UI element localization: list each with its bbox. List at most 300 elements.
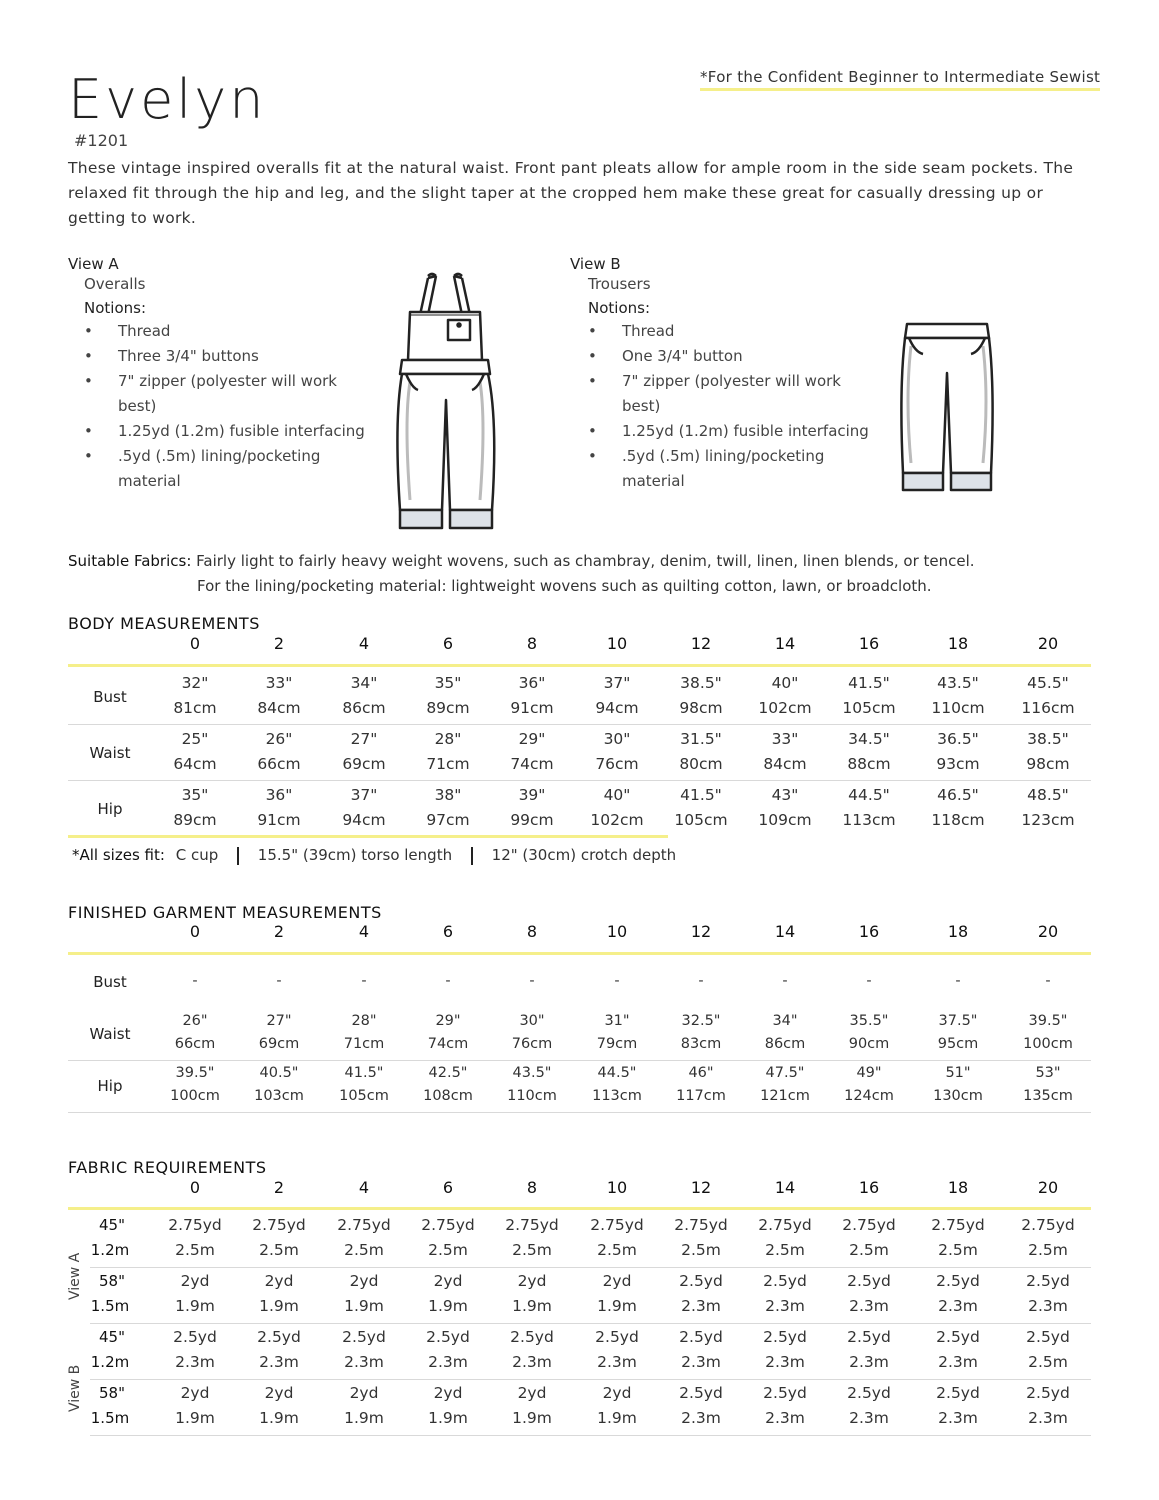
- yardage: 2yd: [602, 1384, 632, 1402]
- meterage: 2.3m: [512, 1353, 552, 1371]
- measurement-cm: 86cm: [342, 699, 386, 717]
- meterage: 2.5m: [259, 1241, 299, 1259]
- meterage: 2.5m: [1028, 1353, 1068, 1371]
- measurement-cm: 74cm: [427, 1036, 469, 1052]
- size-header: 2: [273, 1178, 285, 1197]
- size-header: 2: [273, 922, 285, 941]
- size-header: 12: [690, 922, 712, 941]
- yardage: 2.5yd: [510, 1328, 554, 1346]
- yardage: 2.75yd: [1021, 1216, 1075, 1234]
- measurement-in: 39.5": [175, 1065, 215, 1081]
- list-item: • 1.25yd (1.2m) fusible interfacing: [588, 419, 878, 444]
- view-a-heading: View A: [68, 255, 119, 273]
- size-header: 16: [858, 922, 880, 941]
- measurement-in: 28": [434, 730, 462, 748]
- fabrics-line-1: [68, 552, 975, 570]
- measurement-cm: 110cm: [507, 1088, 557, 1104]
- fabrics-label: Suitable Fabrics:: [68, 552, 192, 570]
- view-a-block: [68, 255, 374, 494]
- measurement-in: -: [698, 973, 704, 989]
- measurement-cm: 71cm: [343, 1036, 385, 1052]
- measurement-cm: 79cm: [596, 1036, 638, 1052]
- yardage: 2.5yd: [763, 1384, 807, 1402]
- measurement-in: 27": [350, 730, 378, 748]
- yardage: 2.5yd: [763, 1328, 807, 1346]
- measurement-in: 34.5": [848, 730, 890, 748]
- meterage: 2.3m: [849, 1353, 889, 1371]
- yardage: 2yd: [349, 1272, 379, 1290]
- list-item: • 7" zipper (polyester will work best): [588, 369, 878, 419]
- size-header: 10: [606, 634, 628, 653]
- measurement-in: 26": [182, 1013, 208, 1029]
- divider: [237, 847, 239, 865]
- measurement-in: -: [782, 973, 788, 989]
- meterage: 2.3m: [849, 1297, 889, 1315]
- measurement-cm: 121cm: [760, 1088, 810, 1104]
- measurement-in: -: [614, 973, 620, 989]
- row-divider: [68, 1112, 1091, 1113]
- measurement-cm: 100cm: [170, 1088, 220, 1104]
- yardage: 2.5yd: [936, 1384, 980, 1402]
- measurement-cm: 69cm: [258, 1036, 300, 1052]
- view-a-name: Overalls: [84, 275, 146, 293]
- meterage: 2.5m: [512, 1241, 552, 1259]
- measurement-in: -: [445, 973, 451, 989]
- yardage: 2.5yd: [763, 1272, 807, 1290]
- fabrics-text: Fairly light to fairly heavy weight wovens, such as chambray, denim, twill, linen, linen blends, or tencel.: [196, 552, 975, 570]
- meterage: 2.3m: [597, 1353, 637, 1371]
- yardage: 2yd: [517, 1272, 547, 1290]
- yardage: 2.5yd: [679, 1384, 723, 1402]
- yardage: 2.75yd: [590, 1216, 644, 1234]
- measurement-cm: 108cm: [423, 1088, 473, 1104]
- size-header: 0: [189, 1178, 201, 1197]
- body-measurements-title: BODY MEASUREMENTS: [68, 614, 260, 633]
- measurement-in: 43.5": [512, 1065, 552, 1081]
- measurement-cm: 66cm: [174, 1036, 216, 1052]
- size-header: 10: [606, 922, 628, 941]
- size-header: 6: [442, 1178, 454, 1197]
- measurement-cm: 89cm: [426, 699, 470, 717]
- yardage: 2.5yd: [847, 1272, 891, 1290]
- measurement-cm: 66cm: [257, 755, 301, 773]
- measurement-in: 32": [181, 674, 209, 692]
- row-divider: [68, 780, 1091, 781]
- meterage: 2.5m: [1028, 1241, 1068, 1259]
- meterage: 2.3m: [681, 1297, 721, 1315]
- meterage: 1.9m: [512, 1409, 552, 1427]
- measurement-in: 41.5": [344, 1065, 384, 1081]
- measurement-in: 35.5": [849, 1013, 889, 1029]
- yardage: 2.5yd: [679, 1328, 723, 1346]
- measurement-cm: 98cm: [1026, 755, 1070, 773]
- size-header: 14: [774, 922, 796, 941]
- measurement-in: 46.5": [937, 786, 979, 804]
- size-header: 18: [947, 922, 969, 941]
- yardage: 2yd: [433, 1272, 463, 1290]
- measurement-in: 35": [181, 786, 209, 804]
- measurement-cm: 105cm: [842, 699, 896, 717]
- size-header: 0: [189, 634, 201, 653]
- size-header: 14: [774, 1178, 796, 1197]
- yardage: 2.5yd: [426, 1328, 470, 1346]
- meterage: 2.5m: [597, 1241, 637, 1259]
- measurement-in: 31": [604, 1013, 630, 1029]
- measurement-cm: 64cm: [173, 755, 217, 773]
- measurement-in: 34": [772, 1013, 798, 1029]
- meterage: 2.3m: [681, 1353, 721, 1371]
- view-b-heading: View B: [570, 255, 621, 273]
- measurement-cm: 94cm: [595, 699, 639, 717]
- measurement-cm: 98cm: [679, 699, 723, 717]
- view-label: View B: [67, 1364, 83, 1412]
- width-in: 58": [99, 1272, 125, 1290]
- row-label: Waist: [89, 744, 131, 762]
- measurement-in: 29": [435, 1013, 461, 1029]
- measurement-in: 27": [266, 1013, 292, 1029]
- width-m: 1.2m: [90, 1353, 130, 1371]
- header-rule: [68, 952, 1091, 955]
- measurement-cm: 93cm: [936, 755, 980, 773]
- yardage: 2.5yd: [679, 1272, 723, 1290]
- yardage: 2yd: [602, 1272, 632, 1290]
- meterage: 2.5m: [849, 1241, 889, 1259]
- header-rule: [68, 664, 1091, 667]
- measurement-cm: 91cm: [257, 811, 301, 829]
- view-b-notions-label: Notions:: [588, 299, 650, 317]
- size-header: 12: [690, 634, 712, 653]
- yardage: 2.75yd: [674, 1216, 728, 1234]
- yardage: 2.75yd: [421, 1216, 475, 1234]
- measurement-cm: 95cm: [937, 1036, 979, 1052]
- yardage: 2.5yd: [1026, 1272, 1070, 1290]
- measurement-cm: 135cm: [1023, 1088, 1073, 1104]
- size-header: 4: [358, 922, 370, 941]
- measurement-in: 37.5": [938, 1013, 978, 1029]
- size-header: 16: [858, 1178, 880, 1197]
- meterage: 2.3m: [259, 1353, 299, 1371]
- measurement-in: -: [866, 973, 872, 989]
- view-b-notions-list: [588, 319, 878, 494]
- meterage: 1.9m: [512, 1297, 552, 1315]
- measurement-in: 44.5": [597, 1065, 637, 1081]
- measurement-in: 46": [688, 1065, 714, 1081]
- measurement-in: 36": [265, 786, 293, 804]
- measurement-in: 45.5": [1027, 674, 1069, 692]
- size-header: 20: [1037, 634, 1059, 653]
- size-header: 8: [526, 922, 538, 941]
- measurement-cm: 105cm: [674, 811, 728, 829]
- meterage: 2.3m: [1028, 1409, 1068, 1427]
- measurement-in: 29": [518, 730, 546, 748]
- meterage: 2.5m: [344, 1241, 384, 1259]
- yardage: 2.5yd: [936, 1328, 980, 1346]
- size-header: 20: [1037, 922, 1059, 941]
- yardage: 2yd: [180, 1384, 210, 1402]
- meterage: 2.5m: [938, 1241, 978, 1259]
- measurement-in: 35": [434, 674, 462, 692]
- size-header: 20: [1037, 1178, 1059, 1197]
- measurement-in: 30": [519, 1013, 545, 1029]
- view-label: View A: [67, 1252, 83, 1300]
- meterage: 2.5m: [765, 1241, 805, 1259]
- overalls-illustration: [380, 270, 510, 535]
- meterage: 1.9m: [597, 1297, 637, 1315]
- meterage: 1.9m: [344, 1297, 384, 1315]
- trousers-illustration: [895, 318, 1000, 498]
- yardage: 2.75yd: [252, 1216, 306, 1234]
- measurement-in: 43": [771, 786, 799, 804]
- view-a-notions-list: [84, 319, 374, 494]
- measurement-cm: 91cm: [510, 699, 554, 717]
- measurement-in: 44.5": [848, 786, 890, 804]
- width-in: 45": [99, 1216, 125, 1234]
- measurement-cm: 76cm: [511, 1036, 553, 1052]
- measurement-in: 33": [771, 730, 799, 748]
- list-item: • One 3/4" button: [588, 344, 878, 369]
- meterage: 2.3m: [849, 1409, 889, 1427]
- meterage: 2.5m: [175, 1241, 215, 1259]
- size-header: 12: [690, 1178, 712, 1197]
- row-divider: [90, 1379, 1091, 1380]
- measurement-cm: 109cm: [758, 811, 812, 829]
- measurement-in: -: [529, 973, 535, 989]
- yardage: 2yd: [349, 1384, 379, 1402]
- width-in: 45": [99, 1328, 125, 1346]
- divider: [471, 847, 473, 865]
- measurement-cm: 123cm: [1021, 811, 1075, 829]
- measurement-cm: 86cm: [764, 1036, 806, 1052]
- yardage: 2yd: [264, 1272, 294, 1290]
- row-divider: [68, 1060, 1091, 1061]
- measurement-cm: 99cm: [510, 811, 554, 829]
- meterage: 2.3m: [938, 1409, 978, 1427]
- measurement-in: 41.5": [848, 674, 890, 692]
- meterage: 2.3m: [765, 1409, 805, 1427]
- yardage: 2yd: [180, 1272, 210, 1290]
- meterage: 1.9m: [259, 1409, 299, 1427]
- size-header: 6: [442, 634, 454, 653]
- measurement-in: -: [276, 973, 282, 989]
- measurement-cm: 110cm: [931, 699, 985, 717]
- measurement-in: 42.5": [428, 1065, 468, 1081]
- meterage: 2.3m: [938, 1353, 978, 1371]
- measurement-cm: 94cm: [342, 811, 386, 829]
- size-header: 8: [526, 634, 538, 653]
- measurement-cm: 103cm: [254, 1088, 304, 1104]
- meterage: 2.3m: [938, 1297, 978, 1315]
- list-item: • .5yd (.5m) lining/pocketing material: [588, 444, 878, 494]
- measurement-in: -: [361, 973, 367, 989]
- measurement-cm: 84cm: [763, 755, 807, 773]
- row-divider: [90, 1323, 1091, 1324]
- measurement-cm: 88cm: [847, 755, 891, 773]
- measurement-cm: 81cm: [173, 699, 217, 717]
- meterage: 2.3m: [765, 1353, 805, 1371]
- row-label: Bust: [93, 688, 127, 706]
- skill-level: *For the Confident Beginner to Intermediate Sewist: [700, 68, 1100, 91]
- yardage: 2.5yd: [847, 1384, 891, 1402]
- list-item: • .5yd (.5m) lining/pocketing material: [84, 444, 374, 494]
- yardage: 2.5yd: [847, 1328, 891, 1346]
- measurement-cm: 97cm: [426, 811, 470, 829]
- width-m: 1.5m: [90, 1297, 130, 1315]
- yardage: 2.75yd: [168, 1216, 222, 1234]
- size-header: 0: [189, 922, 201, 941]
- size-header: 16: [858, 634, 880, 653]
- measurement-in: 33": [265, 674, 293, 692]
- size-header: 10: [606, 1178, 628, 1197]
- measurement-cm: 102cm: [758, 699, 812, 717]
- measurement-in: 51": [945, 1065, 971, 1081]
- row-divider: [90, 1435, 1091, 1436]
- row-divider: [68, 724, 1091, 725]
- yardage: 2.5yd: [257, 1328, 301, 1346]
- measurement-cm: 130cm: [933, 1088, 983, 1104]
- measurement-cm: 80cm: [679, 755, 723, 773]
- list-item: • 7" zipper (polyester will work best): [84, 369, 374, 419]
- meterage: 2.5m: [681, 1241, 721, 1259]
- body-footnote: [72, 846, 676, 865]
- view-b-block: [570, 255, 878, 494]
- measurement-in: 26": [265, 730, 293, 748]
- measurement-cm: 90cm: [848, 1036, 890, 1052]
- measurement-in: 41.5": [680, 786, 722, 804]
- measurement-in: 47.5": [765, 1065, 805, 1081]
- measurement-in: 28": [351, 1013, 377, 1029]
- measurement-in: 36.5": [937, 730, 979, 748]
- measurement-cm: 105cm: [339, 1088, 389, 1104]
- meterage: 1.9m: [175, 1297, 215, 1315]
- size-header: 14: [774, 634, 796, 653]
- measurement-cm: 117cm: [676, 1088, 726, 1104]
- measurement-in: 38.5": [680, 674, 722, 692]
- measurement-in: 32.5": [681, 1013, 721, 1029]
- size-header: 2: [273, 634, 285, 653]
- size-header: 18: [947, 634, 969, 653]
- row-label: Bust: [93, 973, 127, 991]
- yardage: 2yd: [264, 1384, 294, 1402]
- yardage: 2.75yd: [505, 1216, 559, 1234]
- measurement-in: 30": [603, 730, 631, 748]
- measurement-cm: 118cm: [931, 811, 985, 829]
- measurement-cm: 100cm: [1023, 1036, 1073, 1052]
- measurement-in: -: [192, 973, 198, 989]
- measurement-in: 40.5": [259, 1065, 299, 1081]
- yardage: 2.75yd: [931, 1216, 985, 1234]
- meterage: 2.3m: [175, 1353, 215, 1371]
- row-divider: [90, 1267, 1091, 1268]
- size-header: 4: [358, 1178, 370, 1197]
- yardage: 2yd: [517, 1384, 547, 1402]
- meterage: 1.9m: [344, 1409, 384, 1427]
- width-in: 58": [99, 1384, 125, 1402]
- meterage: 1.9m: [428, 1297, 468, 1315]
- fabrics-line-2: For the lining/pocketing material: lightweight wovens such as quilting cotton, lawn, or broadcloth.: [197, 577, 932, 595]
- measurement-in: 36": [518, 674, 546, 692]
- measurement-in: 48.5": [1027, 786, 1069, 804]
- yardage: 2.5yd: [1026, 1384, 1070, 1402]
- measurement-in: 34": [350, 674, 378, 692]
- meterage: 2.3m: [765, 1297, 805, 1315]
- list-item: • Three 3/4" buttons: [84, 344, 374, 369]
- view-a-notions-label: Notions:: [84, 299, 146, 317]
- list-item: • Thread: [84, 319, 374, 344]
- measurement-cm: 71cm: [426, 755, 470, 773]
- footnote-torso: 15.5" (39cm) torso length: [257, 846, 453, 864]
- measurement-in: 39.5": [1028, 1013, 1068, 1029]
- size-header: 6: [442, 922, 454, 941]
- measurement-cm: 102cm: [590, 811, 644, 829]
- meterage: 1.9m: [597, 1409, 637, 1427]
- list-item: • 1.25yd (1.2m) fusible interfacing: [84, 419, 374, 444]
- measurement-in: 40": [771, 674, 799, 692]
- row-label: Hip: [97, 800, 123, 818]
- yardage: 2.5yd: [936, 1272, 980, 1290]
- size-header: 8: [526, 1178, 538, 1197]
- pattern-description: These vintage inspired overalls fit at the natural waist. Front pant pleats allow for ample room in the side seam pockets. The relaxed fit through the hip and leg, and the slight taper at the cropped hem make these great for casually dressing up or getting to work.: [68, 159, 1074, 227]
- measurement-in: 53": [1035, 1065, 1061, 1081]
- pattern-code: #1201: [74, 131, 129, 150]
- yardage: 2.5yd: [595, 1328, 639, 1346]
- width-m: 1.5m: [90, 1409, 130, 1427]
- measurement-in: 25": [181, 730, 209, 748]
- measurement-in: 31.5": [680, 730, 722, 748]
- yardage: 2.5yd: [1026, 1328, 1070, 1346]
- meterage: 2.3m: [681, 1409, 721, 1427]
- view-b-name: Trousers: [588, 275, 651, 293]
- measurement-cm: 124cm: [844, 1088, 894, 1104]
- meterage: 2.3m: [344, 1353, 384, 1371]
- measurement-in: 37": [350, 786, 378, 804]
- measurement-cm: 69cm: [342, 755, 386, 773]
- measurement-in: 43.5": [937, 674, 979, 692]
- pattern-title: Evelyn: [68, 68, 267, 131]
- footnote-cup: C cup: [175, 846, 219, 864]
- measurement-in: 39": [518, 786, 546, 804]
- meterage: 1.9m: [175, 1409, 215, 1427]
- size-header: 4: [358, 634, 370, 653]
- measurement-in: 38": [434, 786, 462, 804]
- size-header: 18: [947, 1178, 969, 1197]
- yardage: 2.5yd: [342, 1328, 386, 1346]
- yardage: 2.75yd: [337, 1216, 391, 1234]
- measurement-cm: 113cm: [842, 811, 896, 829]
- measurement-in: 37": [603, 674, 631, 692]
- measurement-cm: 116cm: [1021, 699, 1075, 717]
- footnote-label: *All sizes fit:: [72, 846, 165, 864]
- fabric-requirements-title: FABRIC REQUIREMENTS: [68, 1158, 267, 1177]
- measurement-cm: 83cm: [680, 1036, 722, 1052]
- finished-measurements-title: FINISHED GARMENT MEASUREMENTS: [68, 903, 382, 922]
- meterage: 1.9m: [428, 1409, 468, 1427]
- measurement-in: 49": [856, 1065, 882, 1081]
- measurement-in: 40": [603, 786, 631, 804]
- meterage: 2.5m: [428, 1241, 468, 1259]
- measurement-cm: 89cm: [173, 811, 217, 829]
- meterage: 2.3m: [1028, 1297, 1068, 1315]
- measurement-in: -: [1045, 973, 1051, 989]
- yardage: 2yd: [433, 1384, 463, 1402]
- meterage: 2.3m: [428, 1353, 468, 1371]
- yardage: 2.75yd: [758, 1216, 812, 1234]
- measurement-in: -: [955, 973, 961, 989]
- footnote-crotch: 12" (30cm) crotch depth: [491, 846, 677, 864]
- row-label: Waist: [89, 1025, 131, 1043]
- width-m: 1.2m: [90, 1241, 130, 1259]
- row-label: Hip: [97, 1077, 123, 1095]
- header-rule: [68, 1207, 1091, 1210]
